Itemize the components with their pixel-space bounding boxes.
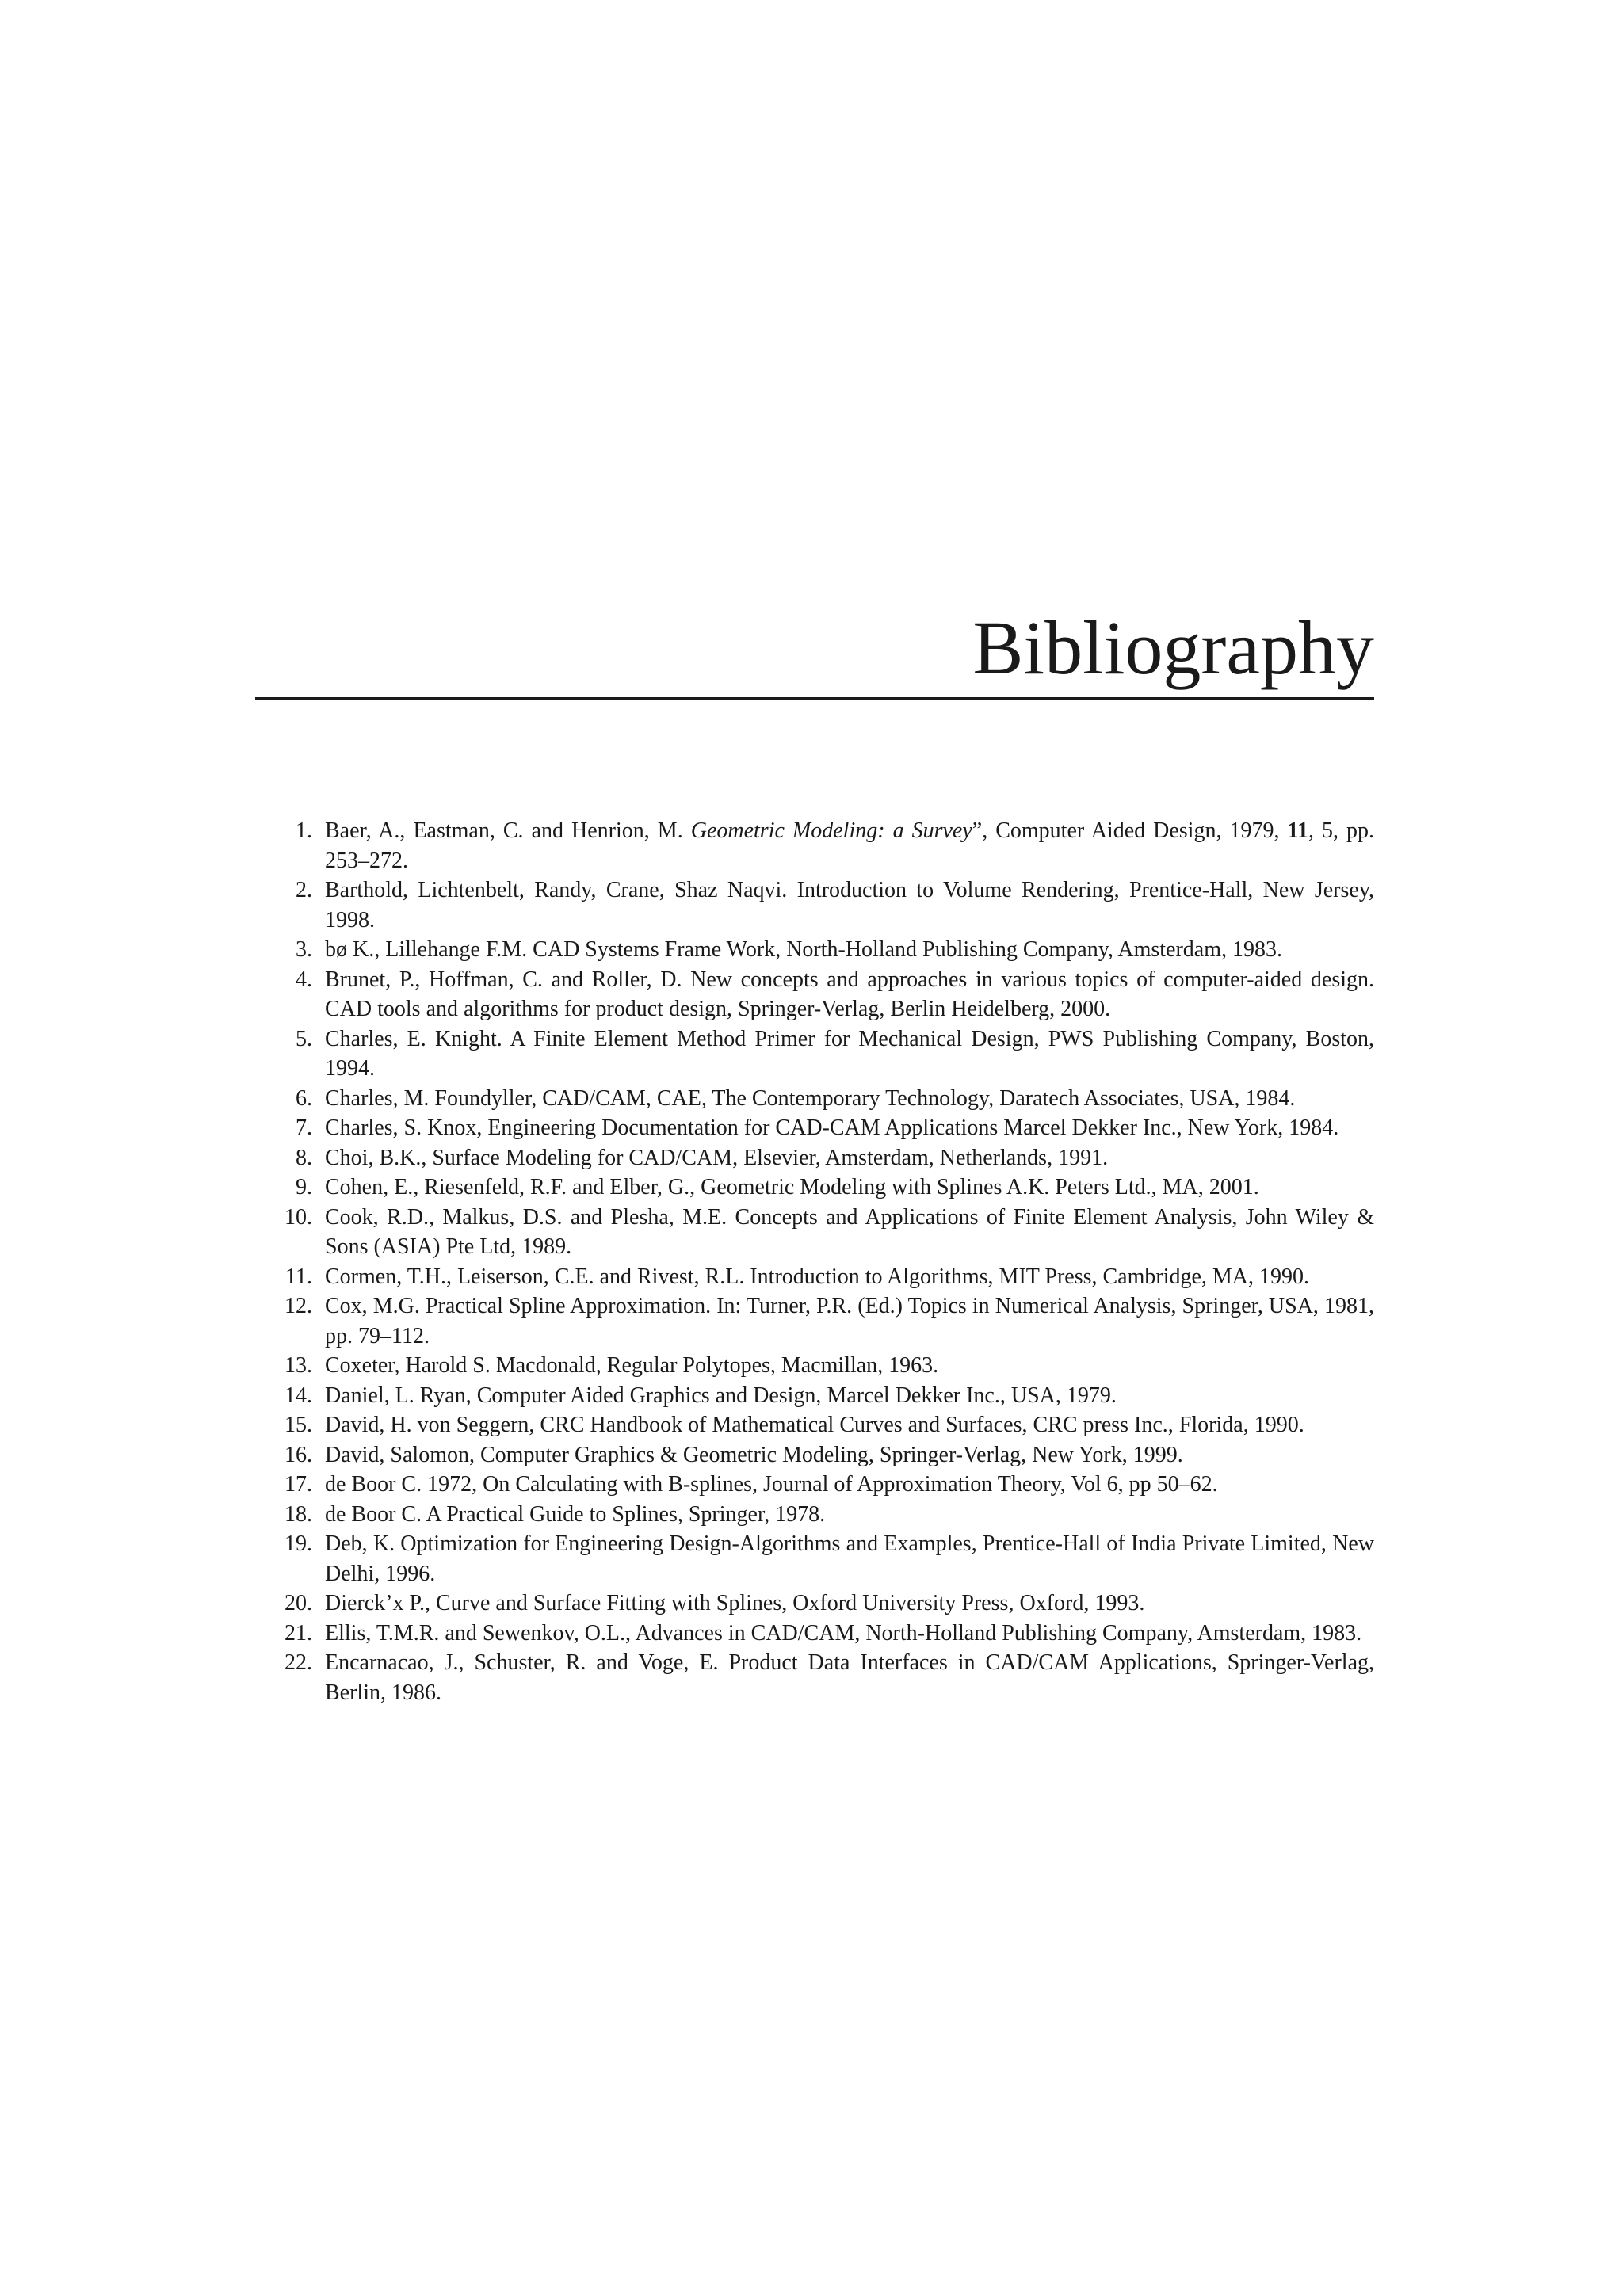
bibliography-list	[269, 816, 1374, 1707]
bibliography-entry	[269, 1084, 1374, 1114]
bibliography-entry	[269, 1440, 1374, 1470]
bibliography-entry	[269, 1500, 1374, 1530]
page-title: Bibliography	[972, 605, 1374, 690]
entry-text: Charles, S. Knox, Engineering Documentation for CAD-CAM Applications Marcel Dekker Inc., New York, 1984.	[325, 1116, 1339, 1140]
entry-number: 22.	[285, 1650, 312, 1675]
entry-text: Encarnacao, J., Schuster, R. and Voge, E. Product Data Interfaces in CAD/CAM Applications, Springer-Verlag, Berlin, 1986.	[325, 1650, 1374, 1705]
entry-text: Ellis, T.M.R. and Sewenkov, O.L., Advances in CAD/CAM, North-Holland Publishing Company, Amsterdam, 1983.	[325, 1620, 1362, 1646]
bibliography-entry	[269, 875, 1374, 935]
entry-number: 5.	[296, 1026, 312, 1051]
entry-text: de Boor C. 1972, On Calculating with B-splines, Journal of Approximation Theory, Vol 6, pp 50–62.	[325, 1472, 1218, 1497]
bibliography-entry	[269, 965, 1374, 1024]
entry-text: Brunet, P., Hoffman, C. and Roller, D. New concepts and approaches in various topics of computer-aided design. CAD tools and algorithms for product design, Springer-Verlag, Berlin Heidelberg, 2000.	[325, 967, 1374, 1021]
entry-number: 7.	[296, 1116, 312, 1140]
bibliography-entry	[269, 1262, 1374, 1292]
entry-text: Daniel, L. Ryan, Computer Aided Graphics and Design, Marcel Dekker Inc., USA, 1979.	[325, 1383, 1117, 1408]
entry-number: 9.	[296, 1175, 312, 1199]
bibliography-entry	[269, 1589, 1374, 1619]
entry-text-pages: , 5, pp. 253–272.	[325, 818, 1375, 873]
entry-text: bø K., Lillehange F.M. CAD Systems Frame Work, North-Holland Publishing Company, Amsterdam, 1983.	[325, 937, 1282, 962]
entry-number: 6.	[296, 1085, 312, 1111]
bibliography-entry	[269, 816, 1374, 875]
entry-text: de Boor C. A Practical Guide to Splines, Springer, 1978.	[325, 1501, 826, 1527]
entry-number: 3.	[296, 937, 312, 962]
bibliography-entry	[269, 1143, 1374, 1173]
bibliography-entry	[269, 1351, 1374, 1381]
entry-number: 15.	[285, 1413, 312, 1437]
entry-text-volume: 11	[1287, 818, 1308, 843]
entry-number: 20.	[285, 1591, 312, 1615]
entry-number: 8.	[296, 1145, 312, 1170]
entry-text: Cox, M.G. Practical Spline Approximation. In: Turner, P.R. (Ed.) Topics in Numerical Analysis, Springer, USA, 1981, pp. 79–112.	[325, 1294, 1374, 1348]
bibliography-entry	[269, 1291, 1374, 1351]
entry-text: Cook, R.D., Malkus, D.S. and Plesha, M.E. Concepts and Applications of Finite Element Analysis, John Wiley & Sons (ASIA) Pte Ltd, 1989.	[325, 1204, 1374, 1259]
entry-number: 13.	[285, 1353, 312, 1378]
bibliography-entry	[269, 1203, 1374, 1262]
bibliography-entry	[269, 1381, 1374, 1411]
bibliography-entry	[269, 1470, 1374, 1500]
entry-text-title: Geometric Modeling: a Survey	[690, 818, 972, 843]
bibliography-entry	[269, 935, 1374, 965]
entry-number: 16.	[285, 1442, 312, 1467]
entry-text: Charles, M. Foundyller, CAD/CAM, CAE, The Contemporary Technology, Daratech Associates, USA, 1984.	[325, 1085, 1296, 1111]
entry-number: 11.	[285, 1264, 312, 1289]
entry-text: Dierck’x P., Curve and Surface Fitting with Splines, Oxford University Press, Oxford, 1993.	[325, 1591, 1145, 1615]
entry-number: 19.	[285, 1531, 312, 1556]
entry-text: Cormen, T.H., Leiserson, C.E. and Rivest, R.L. Introduction to Algorithms, MIT Press, Cambridge, MA, 1990.	[325, 1264, 1310, 1289]
title-block	[255, 605, 1374, 700]
bibliography-entry	[269, 1113, 1374, 1143]
entry-number: 18.	[285, 1501, 312, 1527]
entry-text: Charles, E. Knight. A Finite Element Method Primer for Mechanical Design, PWS Publishing Company, Boston, 1994.	[325, 1026, 1374, 1081]
entry-text: Deb, K. Optimization for Engineering Design-Algorithms and Examples, Prentice-Hall of India Private Limited, New Delhi, 1996.	[325, 1531, 1374, 1586]
entry-text: Cohen, E., Riesenfeld, R.F. and Elber, G., Geometric Modeling with Splines A.K. Peters Ltd., MA, 2001.	[325, 1175, 1259, 1199]
bibliography-entry	[269, 1648, 1374, 1707]
entry-number: 17.	[285, 1472, 312, 1497]
entry-text-source: ”, Computer Aided Design, 1979,	[972, 818, 1288, 843]
entry-text: David, H. von Seggern, CRC Handbook of Mathematical Curves and Surfaces, CRC press Inc., Florida, 1990.	[325, 1413, 1304, 1437]
entry-number: 4.	[296, 967, 312, 992]
entry-text: David, Salomon, Computer Graphics & Geometric Modeling, Springer-Verlag, New York, 1999.	[325, 1442, 1183, 1467]
entry-number: 1.	[296, 818, 312, 843]
entry-number: 21.	[285, 1620, 312, 1646]
entry-text: Barthold, Lichtenbelt, Randy, Crane, Shaz Naqvi. Introduction to Volume Rendering, Prentice-Hall, New Jersey, 1998.	[325, 878, 1374, 933]
bibliography-entry	[269, 1529, 1374, 1589]
entry-text: Coxeter, Harold S. Macdonald, Regular Polytopes, Macmillan, 1963.	[325, 1353, 939, 1378]
title-rule	[255, 697, 1374, 700]
bibliography-entry	[269, 1410, 1374, 1440]
entry-number: 2.	[296, 878, 312, 902]
bibliography-entry	[269, 1024, 1374, 1084]
entry-number: 10.	[285, 1204, 312, 1230]
entry-text: Choi, B.K., Surface Modeling for CAD/CAM, Elsevier, Amsterdam, Netherlands, 1991.	[325, 1145, 1109, 1170]
entry-number: 12.	[285, 1294, 312, 1318]
bibliography-entry	[269, 1619, 1374, 1649]
entry-number: 14.	[285, 1383, 312, 1408]
entry-text-authors: Baer, A., Eastman, C. and Henrion, M.	[325, 818, 691, 843]
entry-text	[325, 816, 1374, 875]
bibliography-entry	[269, 1173, 1374, 1203]
